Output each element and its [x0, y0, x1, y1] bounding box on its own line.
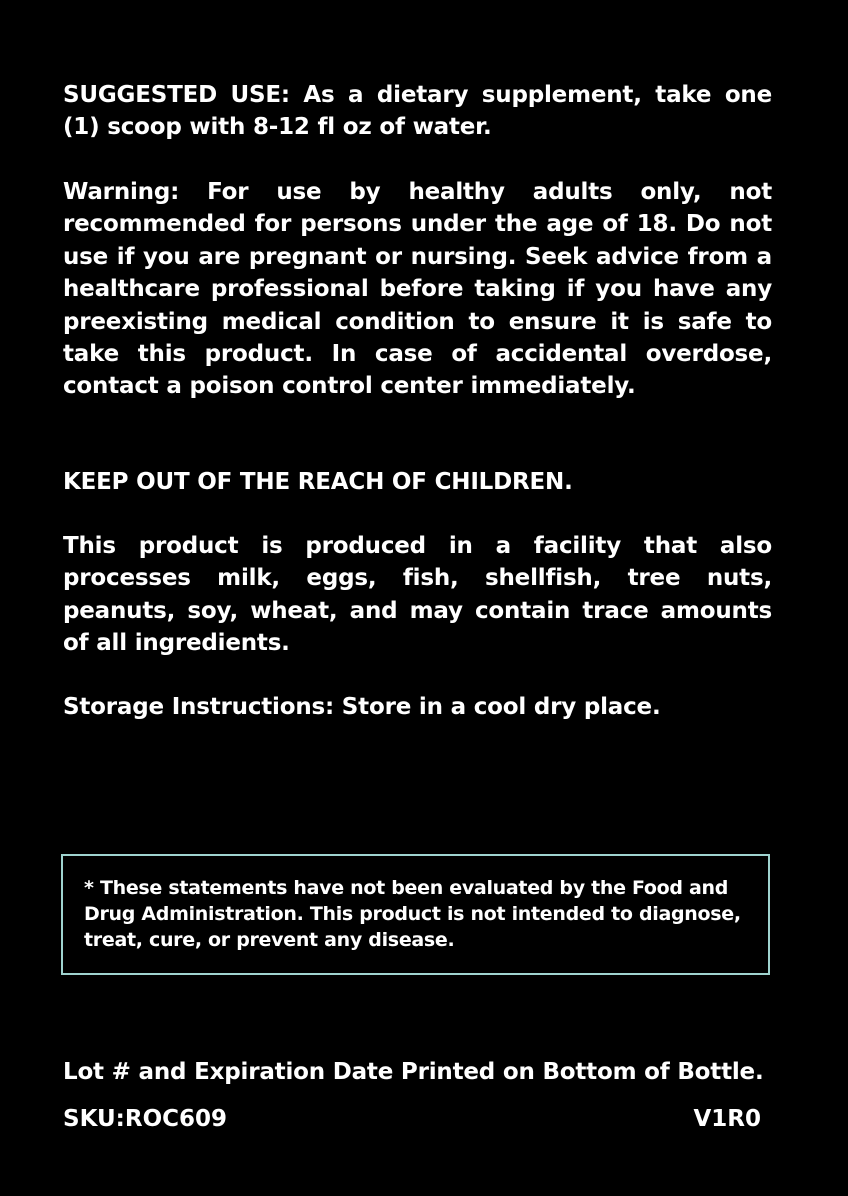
fda-disclaimer-text: * These statements have not been evaluated by the Food and Drug Administration. This product is not intended to diagnose, treat, cure, or prevent any disease. [84, 877, 741, 951]
suggested-use-text: SUGGESTED USE: As a dietary supplement, take one (1) scoop with 8-12 fl oz of water. [63, 82, 772, 141]
sku-code: SKU:ROC609 [63, 1106, 228, 1132]
warning-text: Warning: For use by healthy adults only, not recommended for persons under the age of 18. Do not use if you are pregnant or nursing. Seek advice from a healthcare professional before taking if you have any preexisting medical condition to ensure it is safe to take this product. In case of accidental overdose, contact a poison control center immediately. [63, 179, 772, 400]
storage-instructions: Storage Instructions: Store in a cool dry place. [63, 694, 661, 720]
fda-disclaimer-box [61, 854, 770, 975]
lot-expiration-note: Lot # and Expiration Date Printed on Bottom of Bottle. [63, 1059, 764, 1085]
allergen-statement: This product is produced in a facility that also processes milk, eggs, fish, shellfish, tree nuts, peanuts, soy, wheat, and may contain trace amounts of all ingredients. [63, 533, 772, 657]
version-code: V1R0 [693, 1106, 761, 1132]
keep-out-of-reach-text: KEEP OUT OF THE REACH OF CHILDREN. [63, 469, 573, 495]
